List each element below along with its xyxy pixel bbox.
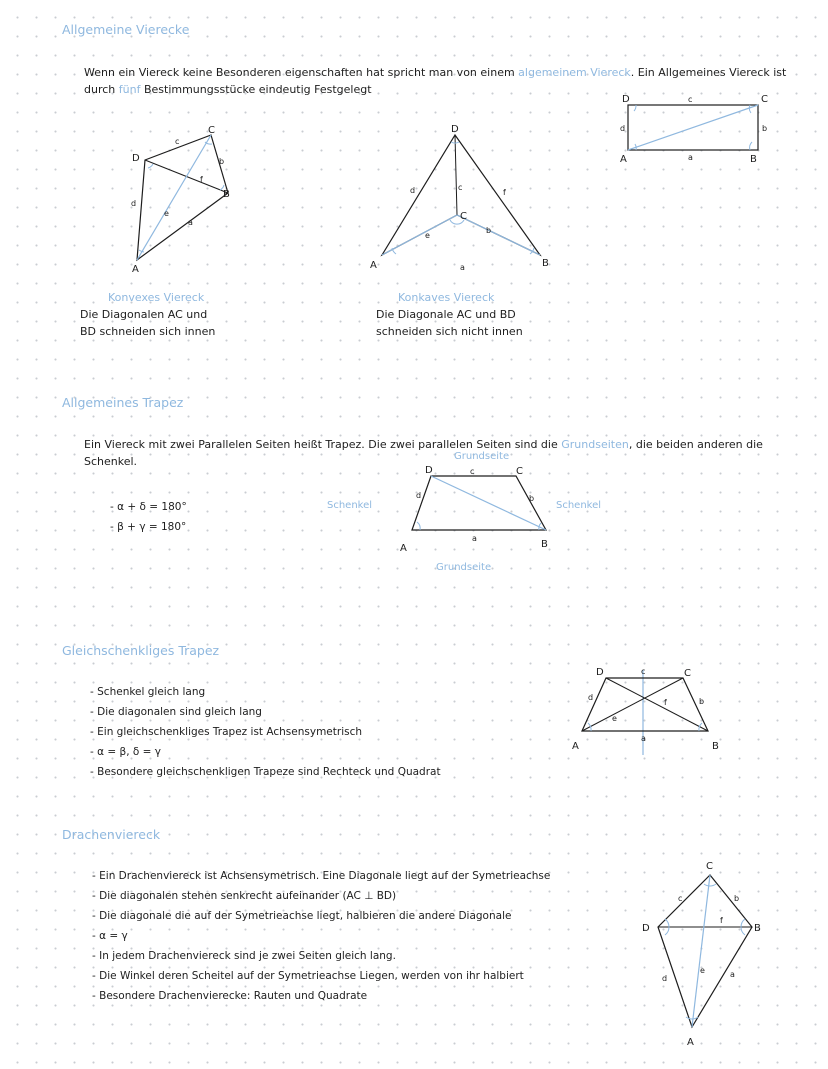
side-label-c: c xyxy=(470,467,475,476)
point-label-c: C xyxy=(516,466,523,477)
caption-line: Die Diagonale AC und BD xyxy=(376,308,516,321)
point-label-c: C xyxy=(208,125,215,136)
gleichschenkliges-trapez-list xyxy=(90,682,441,782)
point-label-b: B xyxy=(754,923,761,934)
figure-concave-quadrilateral xyxy=(370,120,560,280)
highlight-term: Grundseiten xyxy=(561,438,629,451)
side-label-c: c xyxy=(458,183,463,192)
highlight-term: algemeinem Viereck xyxy=(518,66,631,79)
caption-line: BD schneiden sich innen xyxy=(80,325,216,338)
list-item: - Besondere gleichschenkligen Trapeze sind Rechteck und Quadrat xyxy=(90,762,441,782)
point-label-b: B xyxy=(712,741,719,752)
side-label-d: d xyxy=(620,124,626,133)
diagonal-label-f: f xyxy=(503,188,506,197)
caption-convex xyxy=(80,289,215,340)
label-grundseite-top: Grundseite xyxy=(454,451,510,462)
section-heading-gleichschenkliges-trapez: Gleichschenkliges Trapez xyxy=(62,643,220,658)
list-item: - Schenkel gleich lang xyxy=(90,682,441,702)
side-label-d: d xyxy=(131,199,137,208)
point-label-a: A xyxy=(400,543,407,554)
point-label-c: C xyxy=(706,861,713,872)
side-label-b: b xyxy=(734,894,740,903)
figure-gleichschenkliges-trapez xyxy=(568,660,738,760)
list-item: - Ein Drachenviereck ist Achsensymetrisch. Eine Diagonale liegt auf der Symetrieachse xyxy=(92,866,550,886)
side-label-a: a xyxy=(460,263,465,272)
diagonal-label-f: f xyxy=(664,698,667,707)
caption-title: Konvexes Viereck xyxy=(108,291,205,304)
list-item: - Die diagonale die auf der Symetrieachse liegt, halbieren die andere Diagonale xyxy=(92,906,550,926)
list-item: - Die diagonalen stehen senkrecht aufeinander (AC ⊥ BD) xyxy=(92,886,550,906)
side-label-c: c xyxy=(688,95,693,104)
diagonal-label-e: e xyxy=(612,714,617,723)
side-label-d: d xyxy=(588,693,594,702)
diagonal-label-e: e xyxy=(425,231,430,240)
point-label-a: A xyxy=(572,741,579,752)
point-label-b: B xyxy=(541,539,548,550)
text-run: Bestimmungsstücke eindeutig Festgelegt xyxy=(140,83,372,96)
section-heading-drachenviereck: Drachenviereck xyxy=(62,827,161,842)
list-item: - α = β, δ = γ xyxy=(90,742,441,762)
list-item: - α = γ xyxy=(92,926,550,946)
side-label-c: c xyxy=(175,137,180,146)
label-grundseite-bottom: Grundseite xyxy=(436,562,492,573)
point-label-a: A xyxy=(620,154,627,165)
side-label-a: a xyxy=(641,734,646,743)
label-schenkel-left: Schenkel xyxy=(327,500,373,511)
list-item: - α + δ = 180° xyxy=(110,497,187,517)
text-run: Ein Viereck mit zwei Parallelen Seiten heißt Trapez. Die zwei parallelen Seiten sind die xyxy=(84,438,562,451)
point-label-d: D xyxy=(622,94,630,105)
list-item: - Die Winkel deren Scheitel auf der Symetrieachse Liegen, werden von ihr halbiert xyxy=(92,966,550,986)
list-item: - Besondere Drachenvierecke: Rauten und Quadrate xyxy=(92,986,550,1006)
diagonal-label-f: f xyxy=(720,916,723,925)
point-label-d: D xyxy=(596,667,604,678)
side-label-a: a xyxy=(730,970,735,979)
point-label-d: D xyxy=(642,923,650,934)
diagonal-label-f: f xyxy=(200,175,203,184)
point-label-d: D xyxy=(451,124,459,135)
figure-drachenviereck xyxy=(640,855,780,1055)
drachenviereck-list xyxy=(92,866,550,1006)
list-item: - β + γ = 180° xyxy=(110,517,187,537)
label-schenkel-right: Schenkel xyxy=(556,500,602,511)
diagonal-label-e: e xyxy=(700,966,705,975)
section-heading-allgemeine-vierecke: Allgemeine Vierecke xyxy=(62,22,190,37)
side-label-d: d xyxy=(416,491,422,500)
point-label-d: D xyxy=(132,153,140,164)
section-heading-allgemeines-trapez: Allgemeines Trapez xyxy=(62,395,184,410)
text-run: , die beiden anderen die Schenkel. xyxy=(84,438,763,468)
side-label-a: a xyxy=(472,534,477,543)
side-label-b: b xyxy=(219,157,225,166)
list-item: - In jedem Drachenviereck sind je zwei Seiten gleich lang. xyxy=(92,946,550,966)
text-run: Wenn ein Viereck keine Besonderen eigenschaften hat spricht man von einem xyxy=(84,66,519,79)
point-label-b: B xyxy=(223,189,230,200)
side-label-a: a xyxy=(688,153,693,162)
trapez-angle-list xyxy=(110,497,187,537)
caption-line: schneiden sich nicht innen xyxy=(376,325,523,338)
side-label-d: d xyxy=(662,974,668,983)
point-label-c: C xyxy=(684,668,691,679)
figure-trapez xyxy=(398,462,568,557)
side-label-c: c xyxy=(678,894,683,903)
side-label-d: d xyxy=(410,186,416,195)
caption-line: Die Diagonalen AC und xyxy=(80,308,208,321)
side-label-b: b xyxy=(529,494,535,503)
point-label-d: D xyxy=(425,465,433,476)
diagonal-label-e: e xyxy=(164,209,169,218)
caption-title: Konkaves Viereck xyxy=(398,291,495,304)
caption-concave xyxy=(376,289,523,340)
list-item: - Ein gleichschenkliges Trapez ist Achsensymetrisch xyxy=(90,722,441,742)
list-item: - Die diagonalen sind gleich lang xyxy=(90,702,441,722)
point-label-c: C xyxy=(460,211,467,222)
figure-rectangle xyxy=(600,90,780,170)
side-label-b: b xyxy=(762,124,768,133)
point-label-b: B xyxy=(542,258,549,269)
point-label-a: A xyxy=(687,1037,694,1048)
point-label-c: C xyxy=(761,94,768,105)
highlight-term: fünf xyxy=(118,83,141,96)
side-label-c: c xyxy=(641,667,646,676)
point-label-a: A xyxy=(370,260,377,271)
point-label-b: B xyxy=(750,154,757,165)
side-label-a: a xyxy=(188,218,193,227)
side-label-b: b xyxy=(699,697,705,706)
point-label-a: A xyxy=(132,264,139,275)
side-label-b: b xyxy=(486,226,492,235)
text-run: . Ein Allgemeines Viereck ist durch xyxy=(84,66,787,96)
figure-convex-quadrilateral xyxy=(120,120,250,280)
